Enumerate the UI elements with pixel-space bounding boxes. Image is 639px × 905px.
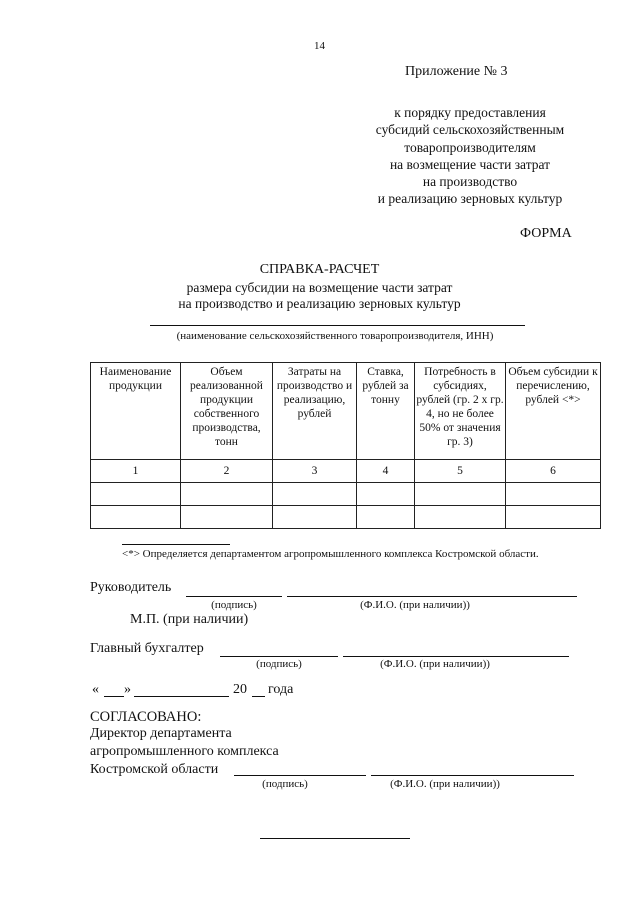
subsidy-table <box>90 362 601 529</box>
table-cell[interactable] <box>273 506 357 529</box>
head-signature-line[interactable] <box>186 596 282 597</box>
footnote: <*> Определяется департаментом агропромышленного комплекса Костромской области. <box>122 548 539 560</box>
director-fio-line[interactable] <box>371 775 574 776</box>
appendix-line: и реализацию зерновых культур <box>377 191 563 207</box>
head-fio-line[interactable] <box>287 596 577 597</box>
appendix-line: на возмещение части затрат <box>389 156 551 172</box>
stamp-note: М.П. (при наличии) <box>130 612 249 627</box>
table-row <box>91 506 601 529</box>
table-cell[interactable] <box>415 506 506 529</box>
table-cell[interactable] <box>181 483 273 506</box>
director-title-line3: Костромской области <box>90 762 219 777</box>
fio-caption: (Ф.И.О. (при наличии)) <box>360 599 470 611</box>
fio-caption: (Ф.И.О. (при наличии)) <box>380 658 490 670</box>
date-suffix: года <box>268 682 294 697</box>
accountant-fio-line[interactable] <box>343 656 569 657</box>
director-title-line1: Директор департамента <box>90 726 232 741</box>
column-header: Объем субсидии к перечислению, рублей <*> <box>506 363 601 460</box>
table-cell[interactable] <box>506 483 601 506</box>
appendix-line: к порядку предоставления <box>394 105 546 120</box>
table-cell[interactable] <box>91 506 181 529</box>
director-title-line2: агропромышленного комплекса <box>90 744 279 759</box>
column-number: 2 <box>181 460 273 483</box>
column-header: Объем реализованной продукции собственного производства, тонн <box>181 363 273 460</box>
date-month-line[interactable] <box>134 696 229 697</box>
column-header: Затраты на производство и реализацию, рублей <box>273 363 357 460</box>
date-day-line[interactable] <box>104 696 124 697</box>
table-header-row <box>91 363 601 460</box>
appendix-line: на производство <box>422 174 518 190</box>
column-number: 3 <box>273 460 357 483</box>
document-title: СПРАВКА-РАСЧЕТ <box>259 262 380 277</box>
table-cell[interactable] <box>181 506 273 529</box>
column-number: 5 <box>415 460 506 483</box>
date-quote-open: « <box>92 682 99 697</box>
subtitle-line: размера субсидии на возмещение части затрат <box>186 280 453 295</box>
table-row <box>91 483 601 506</box>
appendix-order-text <box>340 104 600 208</box>
table-number-row <box>91 460 601 483</box>
column-header: Потребность в субсидиях, рублей (гр. 2 х гр. 4, но не более 50% от значения гр. 3) <box>415 363 506 460</box>
director-signature-line[interactable] <box>234 775 366 776</box>
document-subtitle <box>0 280 639 312</box>
producer-name-line[interactable] <box>150 325 525 326</box>
producer-caption: (наименование сельскохозяйственного товаропроизводителя, ИНН) <box>176 330 494 342</box>
page-number: 14 <box>314 40 325 52</box>
date-year-line[interactable] <box>252 696 265 697</box>
column-number: 4 <box>357 460 415 483</box>
table-cell[interactable] <box>357 483 415 506</box>
appendix-line: субсидий сельскохозяйственным <box>375 122 565 138</box>
table-cell[interactable] <box>91 483 181 506</box>
signature-caption: (подпись) <box>262 778 308 790</box>
date-year-prefix: 20 <box>233 682 247 697</box>
table-cell[interactable] <box>357 506 415 529</box>
column-number: 6 <box>506 460 601 483</box>
footnote-separator <box>122 544 230 545</box>
accountant-signature-line[interactable] <box>220 656 338 657</box>
form-label: ФОРМА <box>520 226 572 241</box>
head-label: Руководитель <box>90 580 172 595</box>
accountant-label: Главный бухгалтер <box>90 641 204 656</box>
table-cell[interactable] <box>415 483 506 506</box>
closing-separator <box>260 838 410 839</box>
table-cell[interactable] <box>506 506 601 529</box>
fio-caption: (Ф.И.О. (при наличии)) <box>390 778 500 790</box>
table-cell[interactable] <box>273 483 357 506</box>
subtitle-line: на производство и реализацию зерновых культур <box>178 296 461 311</box>
appendix-line: товаропроизводителям <box>404 139 536 155</box>
appendix-title: Приложение № 3 <box>405 64 508 79</box>
column-number: 1 <box>91 460 181 483</box>
approved-heading: СОГЛАСОВАНО: <box>90 709 202 725</box>
column-header: Ставка, рублей за тонну <box>357 363 415 460</box>
date-quote-close: » <box>124 682 131 697</box>
signature-caption: (подпись) <box>256 658 302 670</box>
column-header: Наименование продукции <box>91 363 181 460</box>
signature-caption: (подпись) <box>211 599 257 611</box>
